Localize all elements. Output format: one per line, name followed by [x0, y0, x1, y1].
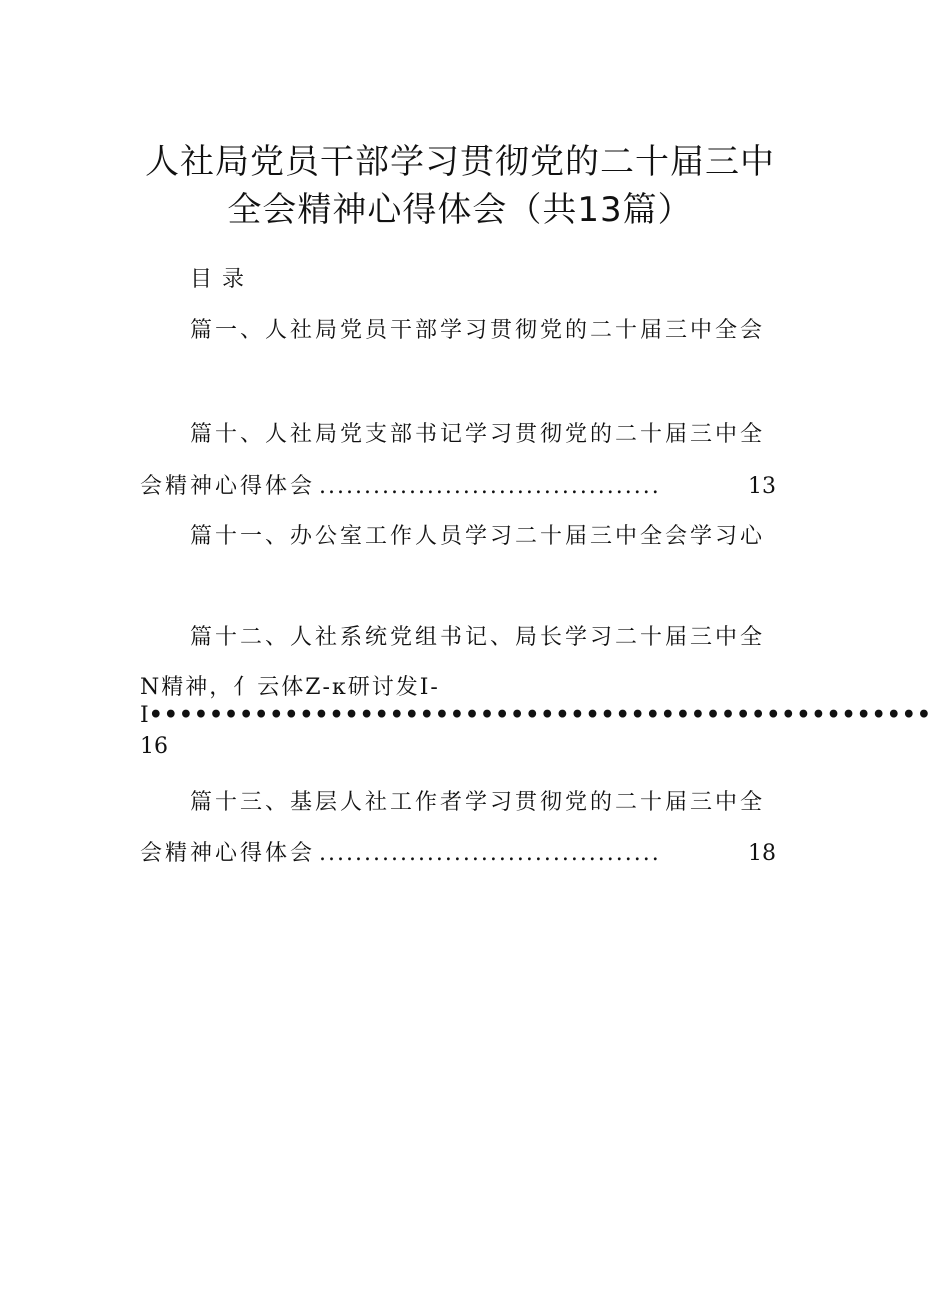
page-number-18: 18	[748, 841, 776, 866]
toc-entry-1[interactable]: 篇一、人社局党员干部学习贯彻党的二十届三中全会	[190, 318, 766, 343]
dot-leader: ......................................	[319, 841, 661, 866]
page-number-13: 13	[748, 474, 776, 499]
toc-entry-12-cont-text[interactable]: N精神，亻云体Z-κ研讨发I-	[140, 675, 440, 700]
document-title-line-1: 人社局党员干部学习贯彻党的二十届三中	[145, 142, 775, 182]
dot-leader: ......................................	[319, 474, 661, 499]
toc-entry-10[interactable]: 篇十、人社局党支部书记学习贯彻党的二十届三中全	[190, 422, 766, 447]
toc-entry-10-cont-text: 会精神心得体会	[140, 474, 316, 499]
toc-entry-13-continuation[interactable]	[140, 836, 776, 867]
toc-entry-10-continuation[interactable]	[140, 469, 776, 500]
page-number-16: 16	[140, 734, 168, 759]
document-title-line-2: 全会精神心得体会（共13篇）	[227, 190, 693, 230]
toc-entry-12-leader	[140, 702, 932, 728]
toc-entry-11[interactable]: 篇十一、办公室工作人员学习二十届三中全会学习心	[190, 524, 766, 549]
bullet-leader: ••••••••••••••••••••••••••••••••••••••••••••••••••••	[148, 702, 932, 728]
toc-entry-13[interactable]: 篇十三、基层人社工作者学习贯彻党的二十届三中全	[190, 790, 766, 815]
toc-entry-12[interactable]: 篇十二、人社系统党组书记、局长学习二十届三中全	[190, 625, 766, 650]
toc-heading: 目录	[190, 267, 255, 292]
bullet-leader-lead: I	[140, 703, 149, 728]
toc-entry-13-cont-text: 会精神心得体会	[140, 841, 316, 866]
